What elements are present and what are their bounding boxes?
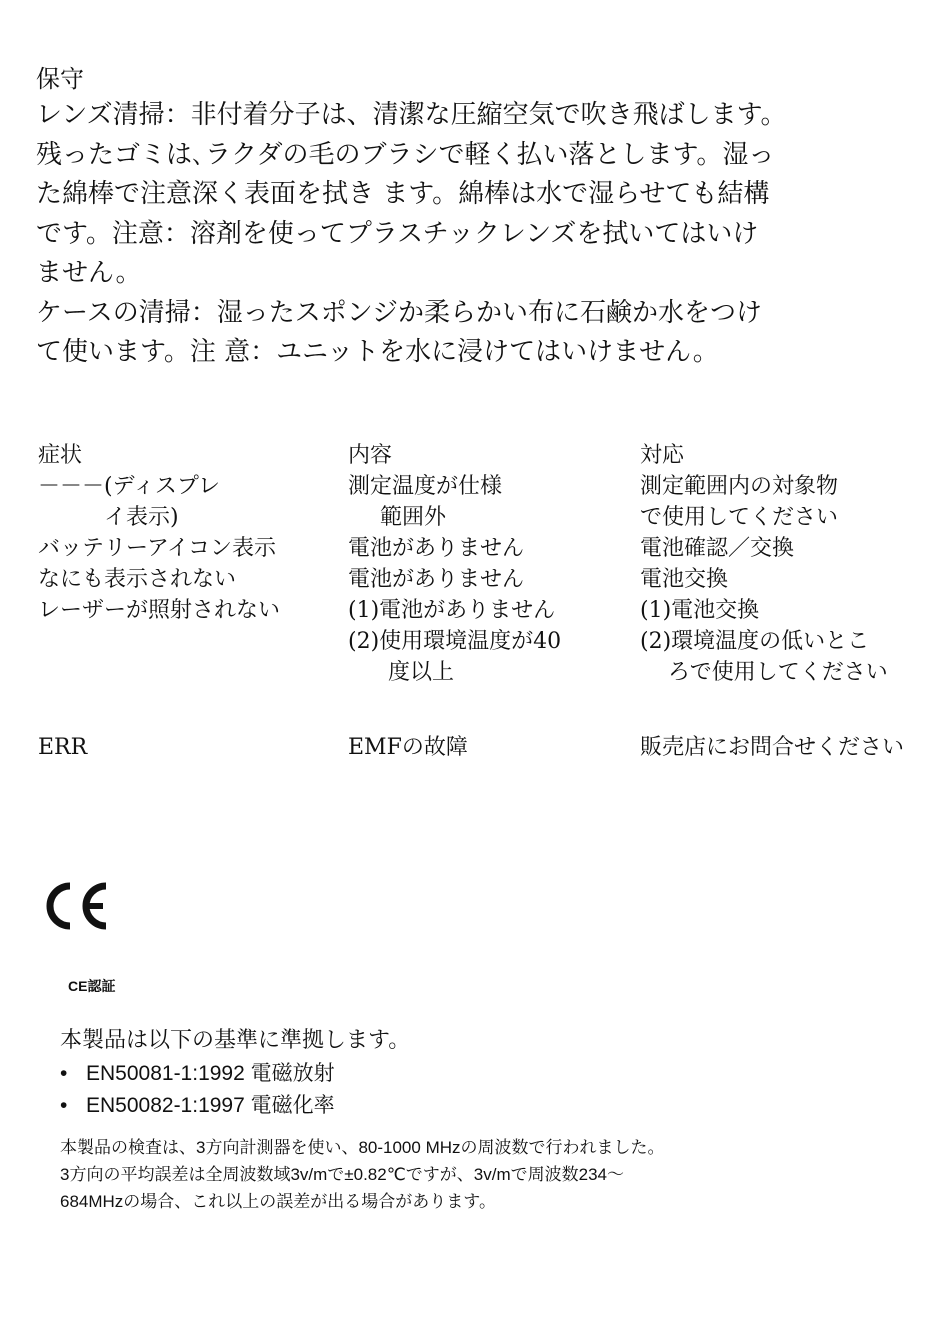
maintenance-line: 残ったゴミは､ラクダの毛のブラシで軽く払い落とします。湿っ [36,139,775,170]
maintenance-line: ケースの清掃：湿ったスポンジか柔らかい布に石鹸か水をつけ [36,297,763,328]
content-cell: 測定温度が仕様 [348,474,503,499]
content-header: 内容 [348,443,393,468]
symptom-cell: レーザーが照射されない [38,598,281,623]
remedy-header: 対応 [640,443,685,468]
note-line: 684MHzの場合、これ以上の誤差が出る場合があります。 [60,1192,496,1211]
content-cell: 電池がありません [348,536,525,561]
content-cell: 範囲外 [380,505,447,530]
ce-intro-text: 本製品は以下の基準に準拠します。 [60,1027,411,1052]
list-item [60,1058,335,1090]
symptom-cell: ERR [38,735,88,760]
ce-certification-label: CE認証 [68,978,116,994]
troubleshooting-content-column [348,440,561,763]
standard-text: EN50082-1:1997 電磁化率 [86,1094,335,1117]
remedy-cell: (1)電池交換 [640,598,760,623]
content-cell: 電池がありません [348,567,525,592]
maintenance-line: ません。 [36,258,142,288]
symptom-header: 症状 [38,443,83,468]
symptom-cell: バッテリーアイコン表示 [38,536,277,561]
remedy-cell: で使用してください [640,505,839,530]
symptom-cell: イ表示) [104,505,179,530]
maintenance-line: レンズ清掃：非付着分子は、清潔な圧縮空気で吹き飛ばします。 [36,100,787,130]
remedy-cell: 測定範囲内の対象物 [640,474,839,499]
maintenance-line: て使います。注 意：ユニットを水に浸けてはいけません。 [36,337,719,367]
bullet-icon: • [60,1094,68,1117]
remedy-cell: 電池交換 [640,567,729,592]
note-line: 本製品の検査は、3方向計測器を使い、80-1000 MHzの周波数で行われました。 [60,1138,665,1157]
remedy-cell: ろで使用してください [668,660,888,685]
ce-mark-logo [40,880,112,932]
troubleshooting-symptom-column [38,440,280,763]
symptom-cell: なにも表示されない [38,567,237,592]
content-cell: (2)使用環境温度が40 [348,629,562,654]
content-cell: (1)電池がありません [348,598,556,623]
maintenance-heading: 保守 [36,65,84,93]
remedy-cell: 販売店にお問合せください [640,735,905,760]
bullet-icon: • [60,1062,68,1085]
symptom-cell: －－－(ディスプレ [38,474,220,499]
maintenance-body [36,96,836,373]
maintenance-line: た綿棒で注意深く表面を拭き ます。綿棒は水で湿らせても結構 [36,179,770,209]
maintenance-line: です。注意：溶剤を使ってプラスチックレンズを拭いてはいけ [36,218,759,249]
standard-text: EN50081-1:1992 電磁放射 [86,1062,335,1085]
content-cell: 度以上 [388,660,455,685]
list-item [60,1090,335,1122]
ce-standards-list [60,1058,335,1122]
remedy-cell: 電池確認／交換 [640,536,795,561]
remedy-cell: (2)環境温度の低いとこ [640,629,870,654]
troubleshooting-remedy-column [640,440,904,763]
ce-test-note [60,1134,665,1215]
content-cell: EMFの故障 [348,735,468,760]
note-line: 3方向の平均誤差は全周波数域3v/mで±0.82℃ですが、3v/mで周波数234～ [60,1165,625,1184]
